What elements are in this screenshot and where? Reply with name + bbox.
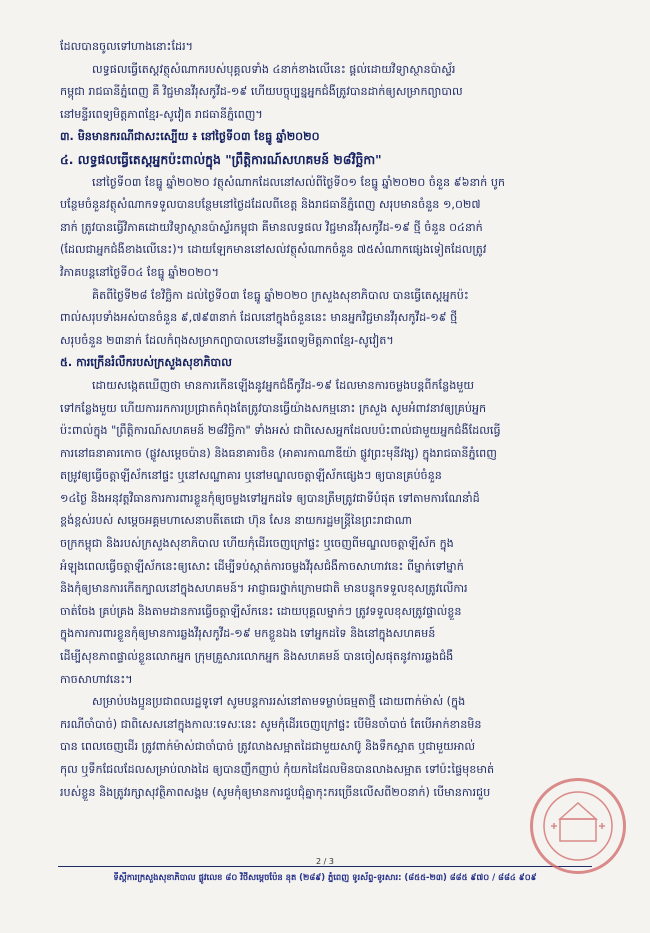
footer-divider (58, 866, 592, 867)
page-number: 2 / 3 (316, 857, 334, 866)
text-line: កម្ពុជា រាជធានីភ្នំពេញ គឺ វិជ្ជមានវីរុសកូវីដ-១៩ ហើយបច្ចុប្បន្នអ្នកជំងឺត្រូវបានដាក់ឲ្យសម្រាកព្យាបាល (60, 85, 463, 99)
text-line: កាចសាហាវនេះ។ (60, 672, 133, 686)
text-line: របស់ខ្លួន និងត្រូវរក្សាសុវត្ថិភាពសង្គម (សូមកុំឲ្យមានការជួបជុំគ្នាកុះករច្រើនលើសពី២០នាក់) បើមានការជួប (60, 785, 491, 799)
text-line: គិតពីថ្ងៃទី២៨ ខែវិច្ឆិកា ដល់ថ្ងៃទី០៣ ខែធ្នូ ឆ្នាំ២០២០ ក្រសួងសុខាភិបាល បានធ្វើតេស្តអ្នកប៉ះ (92, 288, 469, 302)
text-line: (ដែលជាអ្នកជំងឺខាងលើនេះ)។ ដោយឡែកមាននៅសល់វត្ថុសំណាកចំនួន ៧៥សំណាកផ្សេងទៀតដែលត្រូវ (60, 243, 487, 257)
text-line: ករណីចាំបាច់) ជាពិសេសនៅក្នុងកាលៈទេសៈនេះ សូមកុំដើរចេញក្រៅផ្ទះ បើមិនចាំបាច់ តែបើអាក់ខានមិន (60, 717, 482, 731)
text-line: នាក់ ត្រូវបានធ្វើវិភាគដោយវិទ្យាស្ថានប៉ាស្ទ័រកម្ពុជា គឺមានលទ្ធផល វិជ្ជមានវីរុសកូវីដ-១៩ ថ្មី ចំនួន ០៤នាក់ (60, 220, 483, 234)
section-heading: ៥. ការក្រើនរំលឹករបស់ក្រសួងសុខាភិបាល (60, 356, 232, 370)
text-line: នៅមន្ទីរពេទ្យមិត្តភាពខ្មែរ-សូវៀត រាជធានីភ្នំពេញ។ (60, 107, 263, 121)
text-line: ខ្ពង់ខ្ពស់របស់ សម្តេចអគ្គមហាសេនាបតីតេជោ ហ៊ុន សែន នាយករដ្ឋមន្ត្រីនៃព្រះរាជាណា (60, 514, 412, 528)
text-line: ចក្រកម្ពុជា និងរបស់ក្រសួងសុខាភិបាល ហើយកុំដើរចេញក្រៅផ្ទះ ឬចេញពីមណ្ឌលចត្តាឡីស័ក ក្នុង (60, 537, 454, 551)
text-line: កុល ឬទឹកជែលដែលសម្រាប់លាងដៃ ឲ្យបានញឹកញាប់ កុំយកដៃដែលមិនបានលាងសម្អាត ទៅប៉ះផ្ទៃមុខមាត់ (60, 763, 495, 776)
text-line: លទ្ធផលធ្វើតេស្តវត្ថុសំណាករបស់បុគ្គលទាំង ៤នាក់ខាងលើនេះ ផ្តល់ដោយវិទ្យាស្ថានប៉ាស្ទ័រ (92, 62, 456, 76)
text-line: សរុបចំនួន ២៣នាក់ ដែលកំពុងសម្រាកព្យាបាលនៅមន្ទីរពេទ្យមិត្តភាពខ្មែរ-សូវៀត។ (60, 333, 394, 347)
text-line: ប៉ះពាល់ក្នុង "ព្រឹត្តិការណ៍សហគមន៍ ២៨វិច្ឆិកា" ទាំងអស់ ជាពិសេសអ្នកដែលបប៉ះពាល់ជាមួយអ្នកជំងឺដែលធ្វើ (60, 424, 501, 438)
text-line: ១៤ថ្ងៃ និងអនុវត្តវិធានការការពារខ្លួនកុំឲ្យចម្លងទៅអ្នកដទៃ ឲ្យបានត្រឹមត្រូវជាទីបំផុត ទៅតាមការណែនាំដ៏ (60, 491, 480, 505)
text-line: សម្រាប់បងប្អូនប្រជាពលរដ្ឋទូទៅ សូមបន្តការរស់នៅតាមទម្លាប់ធម្មតាថ្មី ដោយពាក់ម៉ាស់ (ក្នុង (92, 695, 466, 709)
text-line: តម្រូវឲ្យធ្វើចត្តាឡីស័កនៅផ្ទះ ឬនៅសណ្ឋាគារ ឬនៅមណ្ឌលចត្តាឡីស័កផ្សេងៗ ឲ្យបានគ្រប់ចំនួន (60, 469, 442, 483)
text-line: ទៅកន្លែងមួយ ហើយការរកការប្រជ្រាតកំពុងតែត្រូវបានធ្វើយ៉ាងសកម្មនោះ ក្រសួង សូមអំពាវនាវឲ្យគ្រប់អ្នក (60, 401, 487, 415)
text-line: និងកុំឲ្យមានការកើតក្បាលនៅក្នុងសហគមន៍។ អាជ្ញាធរថ្នាក់ក្រោមជាតិ មានបន្ទុកទទួលខុសត្រូវលើការ (60, 582, 468, 596)
text-line: អំឡុងពេលធ្វើចត្តាឡីស័កនេះឲ្យសោះ ដើម្បីទប់ស្កាត់ការចម្លងវីរុសជំងឺកាចសាហាវនេះ ពីម្នាក់ទៅម្នាក់ (60, 559, 464, 573)
text-line: ចាត់ចែង គ្រប់គ្រង និងតាមដានការធ្វើចត្តាឡីស័កនេះ ដោយបុគ្គលម្នាក់ៗ ត្រូវទទួលខុសត្រូវផ្ទាល់ខ្លួន (60, 604, 462, 618)
seal-emblem-icon (533, 781, 623, 871)
official-seal (530, 778, 626, 874)
text-line: ការនៅធនាគារកោច (ផ្លូវសម្តេចប៉ាន) និងធនាគារចិន (អាគារកាណាឌីយ៉ា ផ្លូវព្រះមុនីវង្ស) ក្នុងរាជធានីភ្នំពេញ (60, 446, 497, 460)
section-heading: ៣. មិនមានករណីជាសះស្បើយ ៖ នៅថ្ងៃទី០៣ ខែធ្នូ ឆ្នាំ២០២០ (60, 130, 320, 144)
text-line: បន្ថែមចំនួនវត្ថុសំណាកទទួលបានបន្ថែមនៅថ្ងៃដដែលពីខេត្ត និងរាជធានីភ្នំពេញ សរុបមានចំនួន ១,០២៧ (60, 198, 481, 212)
document-body (60, 36, 620, 804)
text-line: នៅថ្ងៃទី០៣ ខែធ្នូ ឆ្នាំ២០២០ វត្ថុសំណាកដែលនៅសល់ពីថ្ងៃទី០១ ខែធ្នូ ឆ្នាំ២០២០ ចំនួន ៩៦នាក់ បូក (92, 175, 506, 189)
text-line: ក្នុងការការពារខ្លួនកុំឲ្យមានការឆ្លងវីរុសកូវីដ-១៩ មកខ្លួនឯង ទៅអ្នកដទៃ និងនៅក្នុងសហគមន៍ (60, 627, 436, 641)
text-line: ពាល់សរុបទាំងអស់បានចំនួន ៩,៧៩៣នាក់ ដែលនៅក្នុងចំនួននេះ មានអ្នកវិជ្ជមានវីរុសកូវីដ-១៩ ថ្មី (60, 311, 458, 325)
section-heading: ៤. លទ្ធផលធ្វើតេស្តអ្នកប៉ះពាល់ក្នុង "ព្រឹត្តិការណ៍សហគមន៍ ២៨វិច្ឆិកា" (60, 151, 382, 167)
text-line: ដែលបានចូលទៅហាងនោះដែរ។ (60, 40, 194, 53)
text-line: បាន ពេលចេញដើរ ត្រូវពាក់ម៉ាស់ជាចាំបាច់ ត្រូវលាងសម្អាតដៃជាមួយសាប៊ូ និងទឹកស្អាត ឬជាមួយអាល់ (60, 740, 476, 754)
text-line: វិភាគបន្តនៅថ្ងៃទី០៤ ខែធ្នូ ឆ្នាំ២០២០។ (60, 265, 219, 279)
text-line: ដោយសង្កេតឃើញថា មានការកើនឡើងនូវអ្នកជំងឺកូវីដ-១៩ ដែលមានការចម្លងបន្តពីកន្លែងមួយ (92, 378, 475, 392)
text-line: ដើម្បីសុខភាពផ្ទាល់ខ្លួនលោកអ្នក ក្រុមគ្រួសារលោកអ្នក និងសហគមន៍ បានចៀសផុតនូវការឆ្លងជំងឺ (60, 650, 454, 664)
footer-address: ទីស្តីការក្រសួងសុខាភិបាល ផ្លូវលេខ ៨០ វិថីសម្តេចប៉ែន នុត (២៨៩) ភ្នំពេញ ទូរស័ព្ទ-ទូរសារ: (៨៥៥-២៣) ៨៨៥ ៩៧០ / ៨៨៤ ៩០៩ (113, 872, 537, 882)
